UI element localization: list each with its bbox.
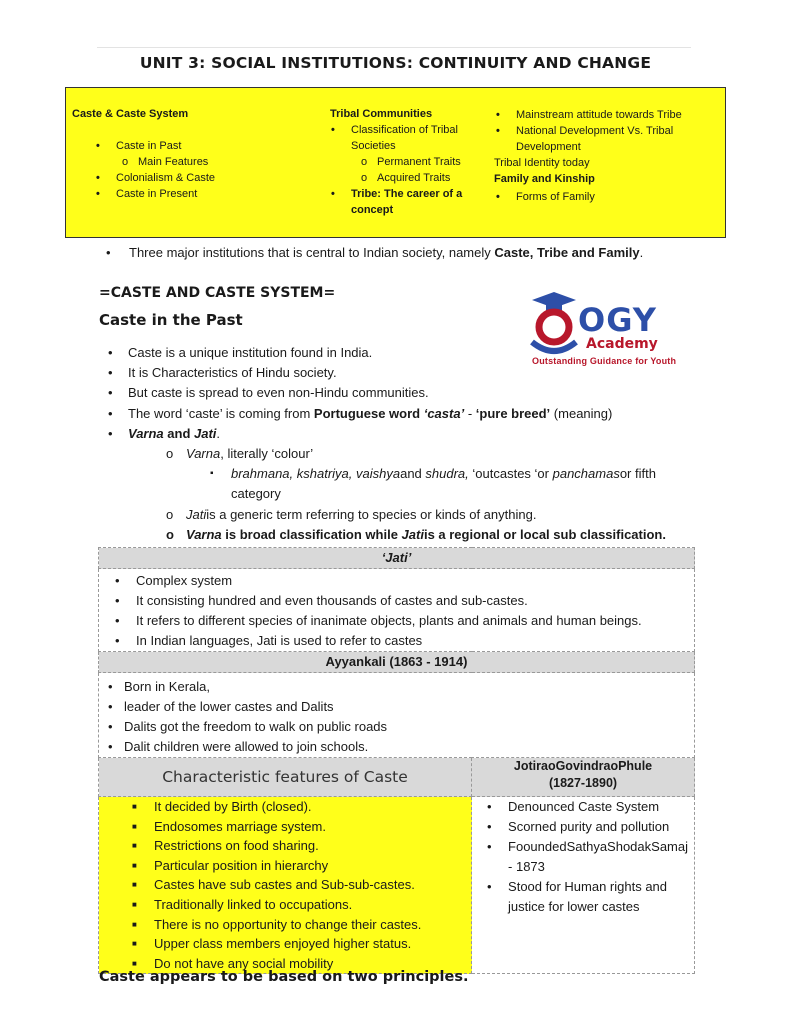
toc-item: • Colonialism & Caste	[116, 170, 215, 186]
text: panchamas	[552, 466, 620, 482]
list-item: • FooundedSathyaShodakSamaj - 1873	[472, 837, 694, 877]
list-item: • Complex system	[99, 571, 694, 591]
text: is a generic term referring to species or kinds of anything.	[206, 506, 537, 522]
features-heading: Characteristic features of Caste	[99, 758, 472, 797]
text: ‘casta’	[423, 405, 465, 421]
list-item: ■ Particular position in hierarchy	[99, 856, 471, 876]
list-item: • Stood for Human rights and justice for lower castes	[472, 877, 694, 917]
toc-item: • Mainstream attitude towards Tribe	[516, 107, 719, 123]
text: Jati	[194, 425, 217, 441]
text: (meaning)	[550, 405, 613, 421]
text: Portuguese word	[313, 405, 424, 421]
toc-item: • National Development Vs. Tribal Development	[516, 123, 719, 155]
caste-past-points	[128, 343, 691, 545]
toc-item: o Main Features	[138, 154, 215, 170]
list-item: ■ Traditionally linked to occupations.	[99, 895, 471, 915]
list-item: ■ Do not have any social mobility	[99, 954, 471, 974]
phule-list	[472, 797, 695, 974]
toc-item: • Caste in Past	[116, 138, 215, 154]
text: is broad classification while	[221, 526, 402, 542]
text: and	[163, 425, 194, 441]
unit-title: UNIT 3: SOCIAL INSTITUTIONS: CONTINUITY AND CHANGE	[139, 54, 652, 72]
features-list	[99, 797, 472, 974]
text: and	[400, 466, 426, 482]
section-heading: =CASTE AND CASTE SYSTEM=	[99, 285, 336, 301]
ayyankali-heading: Ayyankali (1863 - 1914)	[99, 652, 695, 673]
text: Varna	[128, 425, 164, 441]
list-item	[128, 424, 691, 444]
list-item	[186, 444, 691, 464]
phule-name: JotiraoGovindraoPhule	[513, 759, 653, 773]
toc-item: • Caste in Present	[116, 186, 215, 202]
text: is a regional or local sub classification.	[423, 526, 666, 542]
list-item: • Dalits got the freedom to walk on public roads	[99, 717, 694, 737]
list-item: ■ Castes have sub castes and Sub-sub-castes.	[99, 875, 471, 895]
toc-item: Tribal Identity today	[494, 157, 590, 169]
list-item: • But caste is spread to even non-Hindu communities.	[128, 383, 691, 403]
list-item	[186, 525, 691, 545]
list-item: • It is Characteristics of Hindu society.	[128, 363, 691, 383]
list-item: ■ It decided by Birth (closed).	[99, 797, 471, 817]
intro-text: Three major institutions that is central to Indian society, namely	[129, 245, 495, 260]
intro-bold: Caste, Tribe and Family	[494, 245, 640, 260]
list-item: • Denounced Caste System	[472, 797, 694, 817]
toc-item: • Forms of Family	[516, 189, 719, 205]
toc-item: o Permanent Traits	[377, 154, 500, 170]
list-item	[231, 464, 691, 504]
intro-end: .	[639, 245, 644, 260]
subsection-heading: Caste in the Past	[99, 311, 243, 329]
list-item: ■ Restrictions on food sharing.	[99, 836, 471, 856]
text: , literally ‘colour’	[220, 446, 314, 462]
closing-statement: Caste appears to be based on two principles.	[99, 969, 469, 985]
toc-heading-tribe: Tribal Communities	[330, 108, 433, 120]
text: brahmana, kshatriya, vaishya	[231, 466, 401, 482]
text: or fifth category	[231, 466, 656, 502]
jati-list	[99, 569, 695, 652]
text: ‘outcastes ‘or	[468, 466, 553, 482]
phule-years: (1827-1890)	[548, 776, 618, 790]
toc-column-family	[494, 107, 719, 205]
phule-heading	[472, 758, 695, 797]
list-item: • In Indian languages, Jati is used to refer to castes	[99, 631, 694, 651]
topics-box	[65, 87, 726, 238]
list-item	[186, 505, 691, 525]
caste-info-table	[98, 547, 695, 974]
logo-name: OGY	[578, 301, 657, 339]
toc-item: o Acquired Traits	[377, 170, 500, 186]
list-item: • Born in Kerala,	[99, 677, 694, 697]
toc-column-caste	[72, 106, 215, 202]
text: shudra,	[425, 466, 469, 482]
list-item: • It refers to different species of inanimate objects, plants and animals and human beings.	[99, 611, 694, 631]
ayyankali-list	[99, 673, 695, 758]
text: ‘pure breed’	[475, 405, 551, 421]
list-item: ■ There is no opportunity to change their castes.	[99, 915, 471, 935]
list-item: ■ Upper class members enjoyed higher status.	[99, 934, 471, 954]
toc-item: • Tribe: The career of a concept	[351, 186, 476, 218]
list-item	[128, 404, 691, 424]
text: Varna	[186, 526, 222, 542]
list-item: • leader of the lower castes and Dalits	[99, 697, 694, 717]
text: .	[216, 425, 221, 441]
list-item: • Scorned purity and pollution	[472, 817, 694, 837]
text: The word ‘caste’ is coming from	[128, 405, 314, 421]
logo-tagline: Outstanding Guidance for Youth	[532, 356, 677, 366]
text: -	[464, 405, 476, 421]
list-item: • Dalit children were allowed to join schools.	[99, 737, 694, 757]
list-item: ■ Endosomes marriage system.	[99, 817, 471, 837]
toc-item: • Classification of Tribal Societies	[351, 122, 500, 154]
toc-heading-caste: Caste & Caste System	[72, 108, 189, 120]
list-item: • Caste is a unique institution found in India.	[128, 343, 691, 363]
text: Varna	[186, 446, 221, 462]
header-rule	[97, 47, 691, 48]
jati-heading: ‘Jati’	[99, 548, 695, 569]
logo-sub: Academy	[586, 336, 658, 352]
toc-heading-family: Family and Kinship	[494, 173, 595, 185]
toc-column-tribe	[330, 106, 500, 218]
list-item: • It consisting hundred and even thousands of castes and sub-castes.	[99, 591, 694, 611]
text: Jati	[401, 526, 424, 542]
intro-paragraph	[108, 244, 678, 262]
text: Jati	[186, 506, 207, 522]
